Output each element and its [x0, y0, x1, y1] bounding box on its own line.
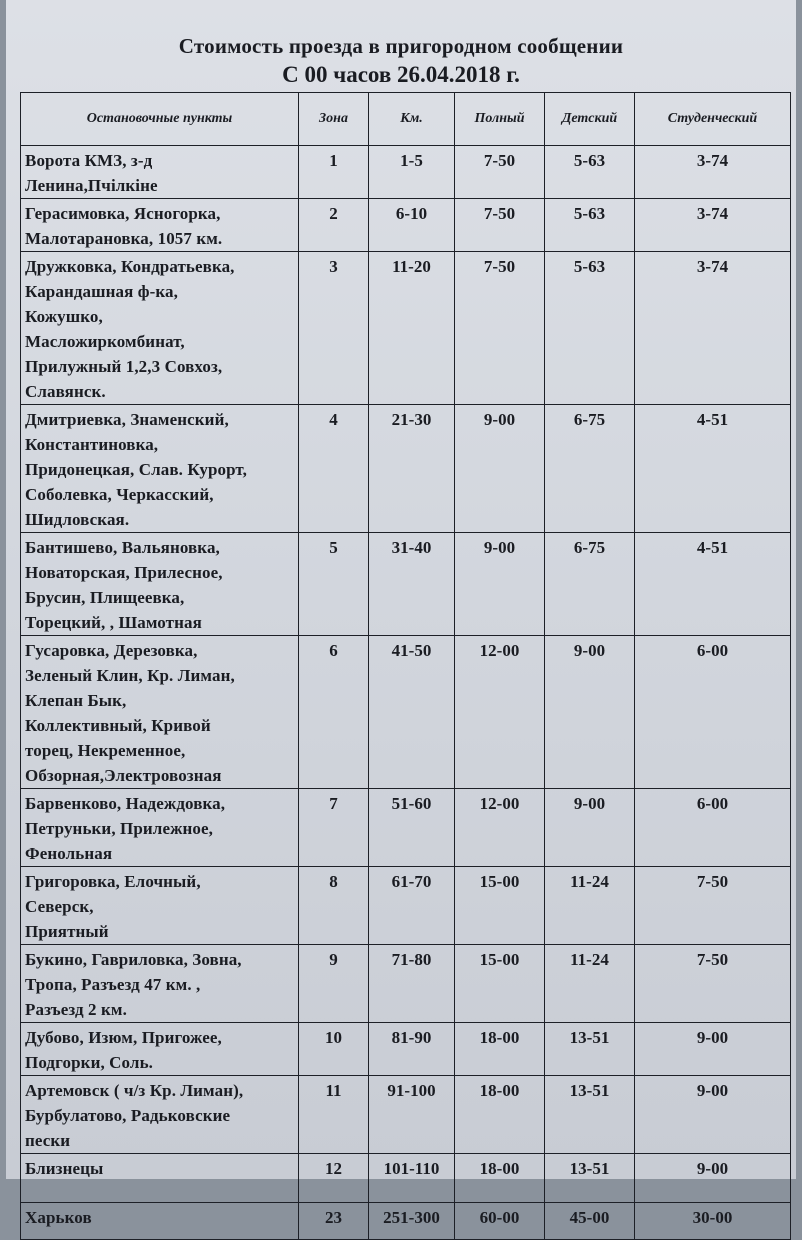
table-row — [21, 1076, 791, 1154]
table-row — [21, 1154, 791, 1203]
stops-cell — [21, 146, 299, 199]
stop-line: Дубово, Изюм, Пригожее, — [25, 1028, 222, 1047]
student-cell: 3-74 — [635, 252, 791, 405]
child-cell: 6-75 — [545, 533, 635, 636]
stop-line: Близнецы — [25, 1159, 104, 1178]
table-row — [21, 533, 791, 636]
header-zone: Зона — [299, 93, 369, 146]
student-cell: 7-50 — [635, 867, 791, 945]
full-cell: 18-00 — [455, 1154, 545, 1203]
full-cell: 7-50 — [455, 146, 545, 199]
zone-cell: 7 — [299, 789, 369, 867]
stops-cell — [21, 252, 299, 405]
full-cell: 60-00 — [455, 1203, 545, 1240]
child-cell: 13-51 — [545, 1154, 635, 1203]
km-cell: 41-50 — [369, 636, 455, 789]
student-cell: 4-51 — [635, 533, 791, 636]
stop-line: Клепан Бык, — [25, 691, 127, 710]
stop-line: Григоровка, Елочный, — [25, 872, 201, 891]
km-cell: 11-20 — [369, 252, 455, 405]
stop-line: Торецкий, , Шамотная — [25, 613, 202, 632]
stop-line: Бурбулатово, Радьковские — [25, 1106, 231, 1125]
km-cell: 31-40 — [369, 533, 455, 636]
zone-cell: 8 — [299, 867, 369, 945]
fare-sheet — [6, 0, 796, 1227]
stops-cell — [21, 789, 299, 867]
student-cell: 9-00 — [635, 1023, 791, 1076]
header-stops: Остановочные пункты — [21, 93, 299, 146]
km-cell: 101-110 — [369, 1154, 455, 1203]
zone-cell: 6 — [299, 636, 369, 789]
student-cell: 3-74 — [635, 146, 791, 199]
stop-line: Шидловская. — [25, 510, 130, 529]
km-cell: 21-30 — [369, 405, 455, 533]
child-cell: 9-00 — [545, 789, 635, 867]
stop-line: Зеленый Клин, Кр. Лиман, — [25, 666, 235, 685]
table-row — [21, 146, 791, 199]
student-cell: 9-00 — [635, 1076, 791, 1154]
table-row — [21, 636, 791, 789]
child-cell: 13-51 — [545, 1076, 635, 1154]
km-cell: 61-70 — [369, 867, 455, 945]
full-cell: 15-00 — [455, 867, 545, 945]
zone-cell: 2 — [299, 199, 369, 252]
child-cell: 5-63 — [545, 252, 635, 405]
stops-cell — [21, 199, 299, 252]
student-cell: 3-74 — [635, 199, 791, 252]
student-cell: 6-00 — [635, 636, 791, 789]
stop-line: Соболевка, Черкасский, — [25, 485, 214, 504]
km-cell: 1-5 — [369, 146, 455, 199]
stops-cell — [21, 1023, 299, 1076]
stop-line: Бантишево, Вальяновка, — [25, 538, 220, 557]
table-row — [21, 252, 791, 405]
full-cell: 9-00 — [455, 405, 545, 533]
stop-line: Тропа, Разъезд 47 км. , — [25, 975, 201, 994]
stops-cell — [21, 1154, 299, 1203]
stop-line: Славянск. — [25, 382, 106, 401]
stops-cell — [21, 945, 299, 1023]
km-cell: 251-300 — [369, 1203, 455, 1240]
stop-line: торец, Некременное, — [25, 741, 186, 760]
stop-line: Гусаровка, Дерезовка, — [25, 641, 198, 660]
zone-cell: 1 — [299, 146, 369, 199]
full-cell: 7-50 — [455, 252, 545, 405]
student-cell: 30-00 — [635, 1203, 791, 1240]
stop-line: Карандашная ф-ка, — [25, 282, 178, 301]
stop-line: Обзорная,Электровозная — [25, 766, 222, 785]
stops-cell — [21, 1203, 299, 1240]
stop-line: Петруньки, Прилежное, — [25, 819, 214, 838]
stop-line: Северск, — [25, 897, 94, 916]
stop-line: Барвенково, Надеждовка, — [25, 794, 226, 813]
table-row — [21, 1203, 791, 1240]
table-row — [21, 945, 791, 1023]
table-row — [21, 405, 791, 533]
child-cell: 13-51 — [545, 1023, 635, 1076]
table-row — [21, 1023, 791, 1076]
stop-line: Приятный — [25, 922, 109, 941]
stop-line: Константиновка, — [25, 435, 159, 454]
stop-line: Брусин, Плищеевка, — [25, 588, 185, 607]
stop-line: Масложиркомбинат, — [25, 332, 185, 351]
header-full: Полный — [455, 93, 545, 146]
child-cell: 5-63 — [545, 146, 635, 199]
stops-cell — [21, 636, 299, 789]
page-title: Стоимость проезда в пригородном сообщении — [178, 34, 624, 58]
zone-cell: 3 — [299, 252, 369, 405]
full-cell: 15-00 — [455, 945, 545, 1023]
stop-line: Кожушко, — [25, 307, 103, 326]
zone-cell: 10 — [299, 1023, 369, 1076]
full-cell: 18-00 — [455, 1023, 545, 1076]
stops-cell — [21, 405, 299, 533]
effective-date: С 00 часов 26.04.2018 г. — [282, 62, 520, 87]
child-cell: 11-24 — [545, 945, 635, 1023]
header-child: Детский — [545, 93, 635, 146]
full-cell: 18-00 — [455, 1076, 545, 1154]
stop-line: Букино, Гавриловка, Зовна, — [25, 950, 242, 969]
table-header-row — [21, 93, 791, 146]
stop-line: пески — [25, 1131, 71, 1150]
stop-line: Ворота КМЗ, з-д — [25, 151, 153, 170]
full-cell: 7-50 — [455, 199, 545, 252]
full-cell: 12-00 — [455, 636, 545, 789]
stop-line: Прилужный 1,2,3 Совхоз, — [25, 357, 223, 376]
km-cell: 81-90 — [369, 1023, 455, 1076]
zone-cell: 23 — [299, 1203, 369, 1240]
zone-cell: 11 — [299, 1076, 369, 1154]
zone-cell: 5 — [299, 533, 369, 636]
stop-line: Подгорки, Соль. — [25, 1053, 154, 1072]
stop-line: Коллективный, Кривой — [25, 716, 211, 735]
table-row — [21, 199, 791, 252]
stop-line: Герасимовка, Ясногорка, — [25, 204, 221, 223]
child-cell: 5-63 — [545, 199, 635, 252]
full-cell: 9-00 — [455, 533, 545, 636]
zone-cell: 4 — [299, 405, 369, 533]
stop-line: Малотарановка, 1057 км. — [25, 229, 223, 248]
zone-cell: 12 — [299, 1154, 369, 1203]
stop-line: Придонецкая, Слав. Курорт, — [25, 460, 247, 479]
stop-line: Новаторская, Прилесное, — [25, 563, 223, 582]
student-cell: 9-00 — [635, 1154, 791, 1203]
km-cell: 91-100 — [369, 1076, 455, 1154]
stops-cell — [21, 533, 299, 636]
stop-line: Артемовск ( ч/з Кр. Лиман), — [25, 1081, 244, 1100]
stop-line: Ленина,Пчілкіне — [25, 176, 158, 195]
table-row — [21, 867, 791, 945]
stops-cell — [21, 867, 299, 945]
fare-table — [20, 92, 791, 1240]
child-cell: 11-24 — [545, 867, 635, 945]
child-cell: 6-75 — [545, 405, 635, 533]
header-student: Студенческий — [635, 93, 791, 146]
zone-cell: 9 — [299, 945, 369, 1023]
stops-cell — [21, 1076, 299, 1154]
stop-line: Разъезд 2 км. — [25, 1000, 127, 1019]
stop-line: Дмитриевка, Знаменский, — [25, 410, 229, 429]
km-cell: 6-10 — [369, 199, 455, 252]
header-km: Км. — [369, 93, 455, 146]
km-cell: 51-60 — [369, 789, 455, 867]
stop-line: Дружковка, Кондратьевка, — [25, 257, 235, 276]
child-cell: 45-00 — [545, 1203, 635, 1240]
stop-line: Харьков — [25, 1208, 92, 1227]
student-cell: 7-50 — [635, 945, 791, 1023]
full-cell: 12-00 — [455, 789, 545, 867]
student-cell: 4-51 — [635, 405, 791, 533]
fare-table-body — [21, 146, 791, 1240]
table-row — [21, 789, 791, 867]
student-cell: 6-00 — [635, 789, 791, 867]
stop-line: Фенольная — [25, 844, 113, 863]
km-cell: 71-80 — [369, 945, 455, 1023]
child-cell: 9-00 — [545, 636, 635, 789]
